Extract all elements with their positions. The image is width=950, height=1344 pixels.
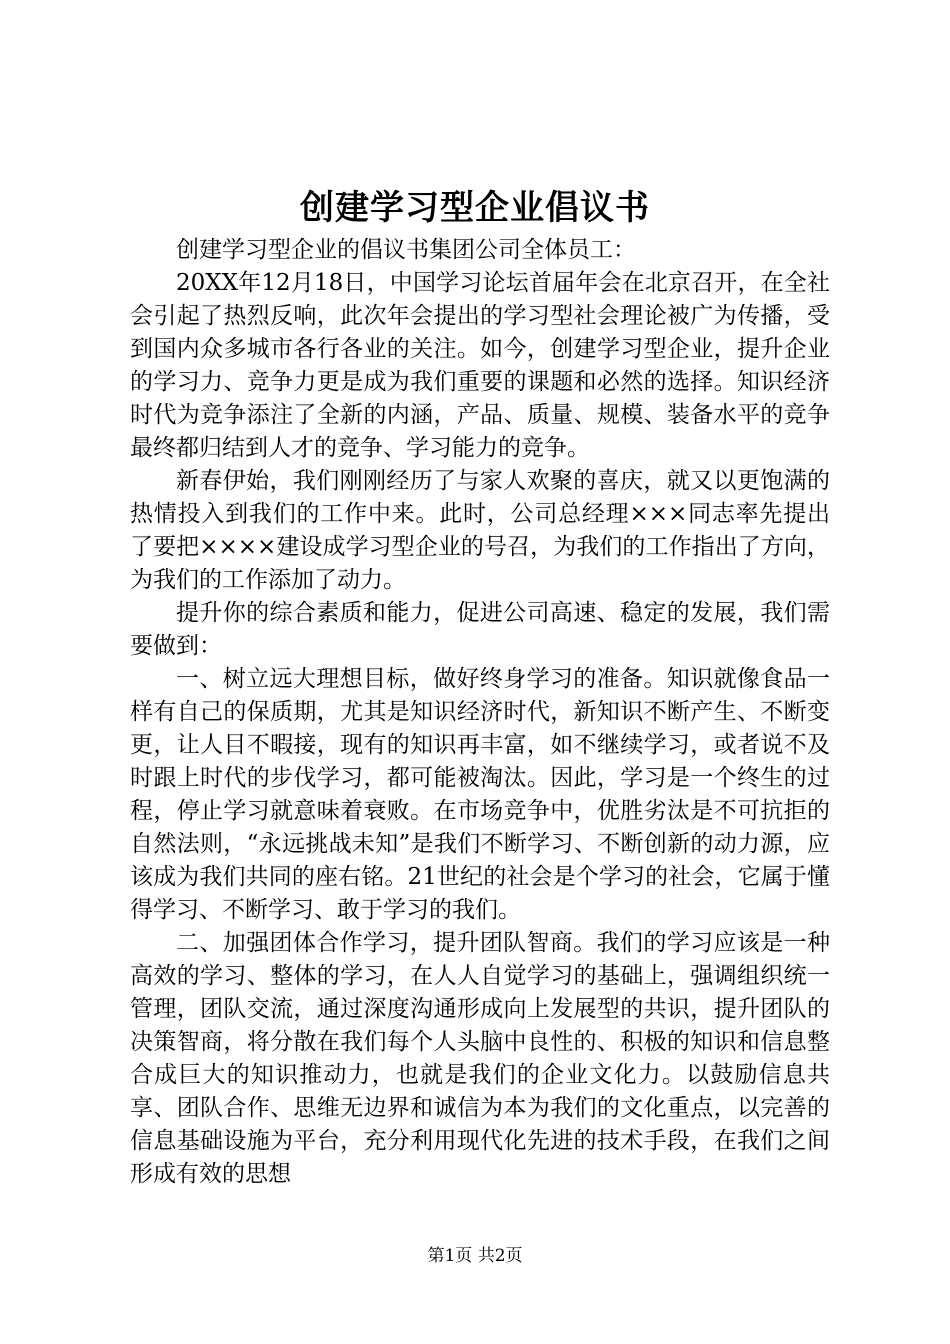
paragraph-intro: 20XX年12月18日，中国学习论坛首届年会在北京召开，在全社会引起了热烈反响，此次年会提出的学习型社会理论被广为传播，受到国内众多城市各行各业的关注。如今，创建学习型企业，提升企业的学习力、竞争力更是成为我们重要的课题和必然的选择。知识经济时代为竞争添注了全新的内涵，产品、质量、规模、装备水平的竞争最终都归结到人才的竞争、学习能力的竞争。 <box>130 270 830 461</box>
document-title: 创建学习型企业倡议书 <box>300 188 650 228</box>
paragraph-salutation: 创建学习型企业的倡议书集团公司全体员工： <box>176 237 636 263</box>
paragraph-point-one: 一、树立远大理想目标，做好终身学习的准备。知识就像食品一样有自己的保质期，尤其是知识经济时代，新知识不断产生、不断变更，让人目不暇接，现有的知识再丰富，如不继续学习，或者说不及时跟上时代的步伐学习，都可能被淘汰。因此，学习是一个终生的过程，停止学习就意味着衰败。在市场竞争中，优胜劣汰是不可抗拒的自然法则，“永远挑战未知”是我们不断学习、不断创新的动力源，应该成为我们共同的座右铭。21世纪的社会是个学习的社会，它属于懂得学习、不断学习、敢于学习的我们。 <box>130 666 830 923</box>
document-body <box>130 234 830 1191</box>
paragraph-point-two: 二、加强团体合作学习，提升团队智商。我们的学习应该是一种高效的学习、整体的学习，在人人自觉学习的基础上，强调组织统一管理，团队交流，通过深度沟通形成向上发展型的共识，提升团队的决策智商，将分散在我们每个人头脑中良性的、积极的知识和信息整合成巨大的知识推动力，也就是我们的企业文化力。以鼓励信息共享、团队合作、思维无边界和诚信为本为我们的文化重点，以完善的信息基础设施为平台，充分利用现代化先进的技术手段，在我们之间形成有效的思想 <box>130 930 830 1187</box>
paragraph-requirements: 提升你的综合素质和能力，促进公司高速、稳定的发展，我们需要做到： <box>130 600 830 659</box>
page-number-footer: 第1页 共2页 <box>427 1246 523 1266</box>
paragraph-new-year: 新春伊始，我们刚刚经历了与家人欢聚的喜庆，就又以更饱满的热情投入到我们的工作中来。此时，公司总经理×××同志率先提出了要把××××建设成学习型企业的号召，为我们的工作指出了方向，为我们的工作添加了动力。 <box>130 468 830 593</box>
